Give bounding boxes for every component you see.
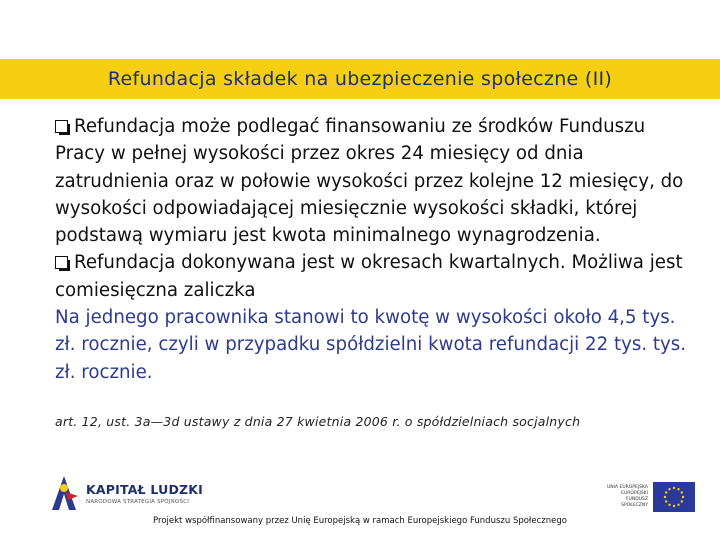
slide-content bbox=[55, 113, 695, 386]
eu-logo bbox=[598, 482, 695, 512]
paragraph-funding bbox=[55, 113, 695, 249]
paragraph-amount: Na jednego pracownika stanowi to kwotę w wysokości około 4,5 tys. zł. rocznie, czyli w przypadku spółdzielni kwota refundacji 22 tys. tys. zł. rocznie. bbox=[55, 307, 687, 383]
paragraph-quarterly-text: Refundacja dokonywana jest w okresach kwartalnych. Możliwa jest comiesięczna zaliczka bbox=[55, 252, 683, 301]
logo-subtitle: NARODOWA STRATEGIA SPÓJNOŚCI bbox=[86, 498, 190, 505]
title-bar bbox=[0, 59, 720, 99]
kapital-ludzki-emblem-icon bbox=[50, 474, 80, 512]
eu-logo-text: UNIA EUROPEJSKA EUROPEJSKI FUNDUSZ SPOŁECZNY bbox=[607, 485, 648, 508]
kapital-ludzki-logo bbox=[50, 474, 203, 512]
slide-title: Refundacja składek na ubezpieczenie społeczne (II) bbox=[107, 68, 613, 90]
paragraph-funding-text: Refundacja może podlegać finansowaniu ze środków Funduszu Pracy w pełnej wysokości przez okres 24 miesięcy od dnia zatrudnienia oraz w połowie wysokości przez kolejne 12 miesięcy, do wysokości odpowiadającej miesięcznie wysokości składki, której podstawą wymiaru jest kwota minimalnego wynagrodzenia. bbox=[55, 116, 684, 247]
logo-title: KAPITAŁ LUDZKI bbox=[86, 481, 204, 497]
legal-citation: art. 12, ust. 3a—3d ustawy z dnia 27 kwietnia 2006 r. o spółdzielniach socjalnych bbox=[55, 414, 581, 429]
eu-flag-icon bbox=[653, 482, 695, 512]
checkbox-bullet-icon bbox=[55, 120, 68, 133]
footer-text: Projekt współfinansowany przez Unię Europejską w ramach Europejskiego Funduszu Społecznego bbox=[153, 516, 567, 526]
paragraph-quarterly bbox=[55, 249, 695, 304]
checkbox-bullet-icon bbox=[55, 256, 68, 269]
